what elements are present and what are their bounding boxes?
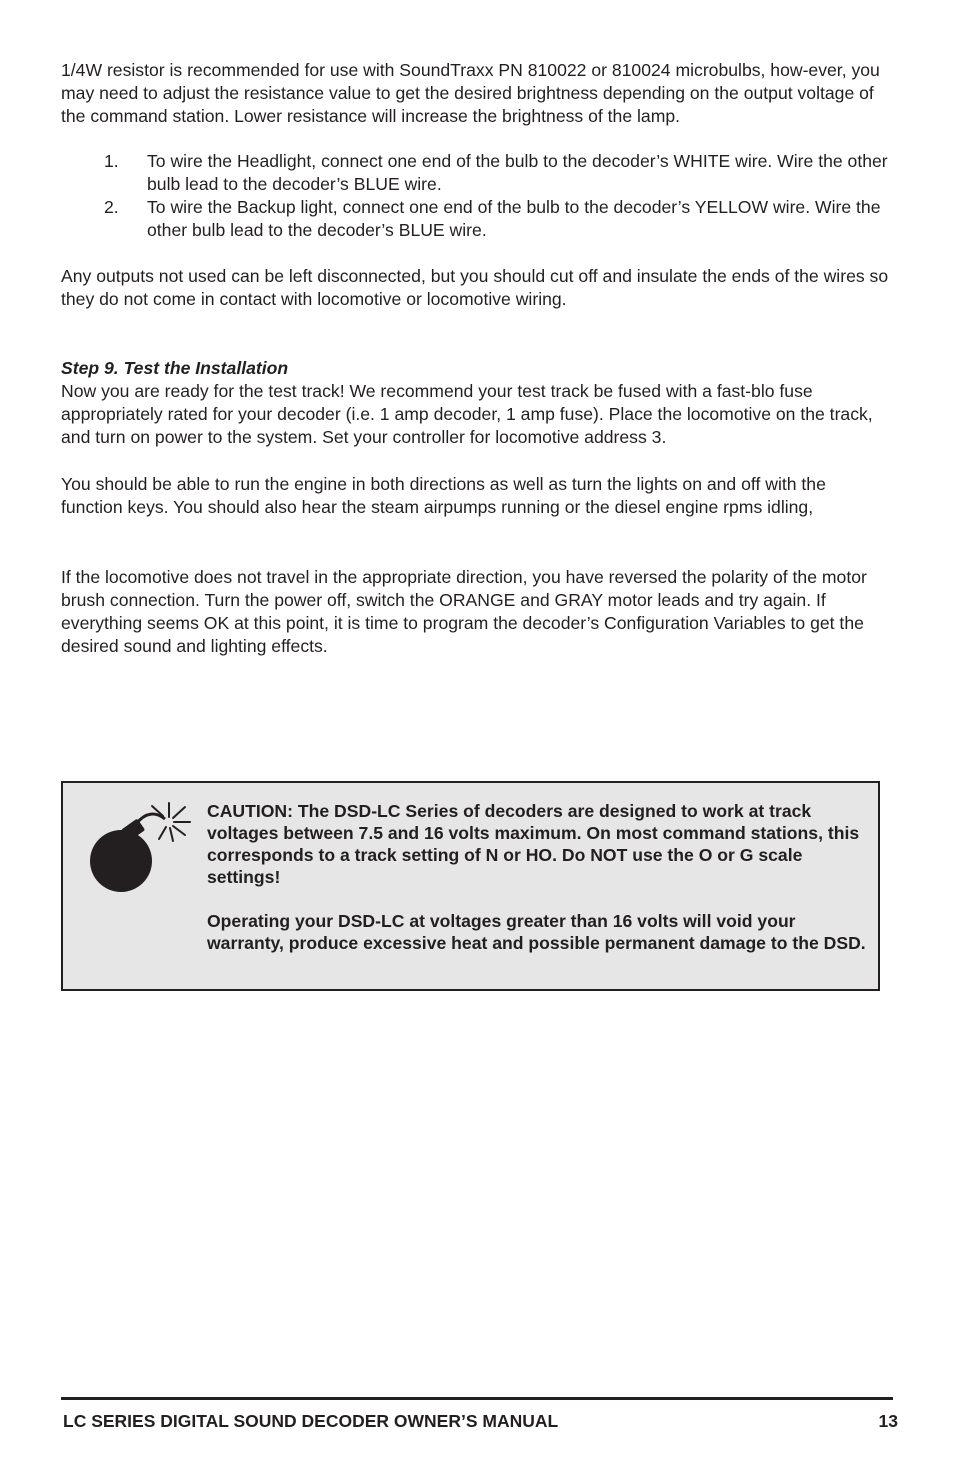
list-number: 2. bbox=[104, 197, 119, 217]
list-text: To wire the Headlight, connect one end of the bulb to the decoder’s WHITE wire. Wire the other bulb lead to the decoder’s BLUE wire. bbox=[147, 151, 888, 194]
polarity-paragraph: If the locomotive does not travel in the appropriate direction, you have reversed the polarity of the motor brush connection. Turn the power off, switch the ORANGE and GRAY motor leads and try again. If everything seems OK at this point, it is time to program the decoder’s Configuration Variables to get the desired sound and lighting effects. bbox=[61, 567, 867, 656]
bomb-icon bbox=[77, 797, 197, 897]
list-text: To wire the Backup light, connect one end of the bulb to the decoder’s YELLOW wire. Wire the other bulb lead to the decoder’s BLUE wire. bbox=[147, 197, 881, 240]
footer-title: LC SERIES DIGITAL SOUND DECODER OWNER’S MANUAL bbox=[63, 1411, 559, 1431]
list-item bbox=[104, 150, 894, 196]
step9-heading: Step 9. Test the Installation bbox=[61, 358, 289, 378]
caution-warning: CAUTION: The DSD-LC Series of decoders are designed to work at track voltages between 7.5 and 16 volts maximum. On most command stations, this corresponds to a track setting of N or HO. Do NOT use the O or G scale settings! bbox=[207, 801, 860, 887]
caution-box bbox=[61, 781, 880, 991]
outputs-paragraph: Any outputs not used can be left disconnected, but you should cut off and insulate the ends of the wires so they do not come in contact with locomotive or locomotive wiring. bbox=[61, 266, 889, 309]
wiring-steps-list bbox=[104, 150, 894, 242]
page-number: 13 bbox=[878, 1411, 898, 1431]
run-engine-paragraph: You should be able to run the engine in both directions as well as turn the lights on and off with the function keys. You should also hear the steam airpumps running or the diesel engine rpms idling, bbox=[61, 474, 826, 517]
caution-text bbox=[207, 800, 867, 954]
list-item bbox=[104, 196, 894, 242]
list-number: 1. bbox=[104, 151, 119, 171]
footer-divider bbox=[61, 1397, 893, 1400]
test-track-paragraph: Now you are ready for the test track! We recommend your test track be fused with a fast-blo fuse appropriately rated for your decoder (i.e. 1 amp decoder, 1 amp fuse). Place the locomotive on the track, and turn on power to the system. Set your controller for locomotive address 3. bbox=[61, 381, 873, 447]
caution-warranty: Operating your DSD-LC at voltages greater than 16 volts will void your warranty, produce excessive heat and possible permanent damage to the DSD. bbox=[207, 911, 866, 953]
intro-paragraph: 1/4W resistor is recommended for use with SoundTraxx PN 810022 or 810024 microbulbs, how-ever, you may need to adjust the resistance value to get the desired brightness depending on the output voltage of the command station. Lower resistance will increase the brightness of the lamp. bbox=[61, 60, 880, 126]
